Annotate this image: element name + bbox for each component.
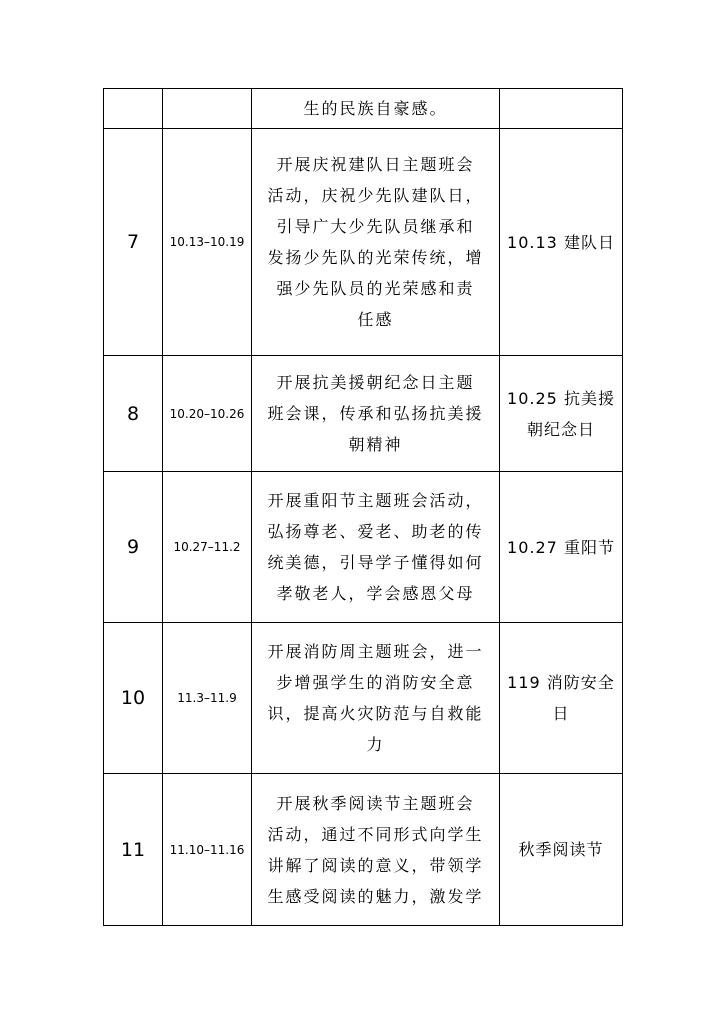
content-line: 弘扬尊老、爱老、助老的传 — [267, 522, 484, 541]
table-row — [104, 623, 623, 774]
content-line: 识，提高火灾防范与自救能 — [267, 704, 484, 723]
content-line: 生的民族自豪感。 — [303, 99, 448, 118]
event-line: 朝纪念日 — [526, 419, 595, 439]
content-line: 步增强学生的消防安全意 — [276, 673, 475, 692]
content-line: 讲解了阅读的意义，带领学 — [267, 855, 484, 875]
content-line: 开展秋季阅读节主题班会 — [276, 793, 475, 813]
week-number-cell: 9 — [104, 472, 163, 623]
date-range-cell: 10.20–10.26 — [163, 356, 252, 472]
date-range-cell — [163, 89, 252, 129]
content-line: 班会课，传承和弘扬抗美援 — [267, 404, 484, 423]
date-range-cell: 11.3–11.9 — [163, 623, 252, 774]
event-line: 10.27 重阳节 — [507, 537, 615, 557]
content-line: 开展庆祝建队日主题班会 — [276, 155, 475, 174]
week-number-cell: 10 — [104, 623, 163, 774]
activity-content-cell — [252, 623, 500, 774]
event-cell — [500, 472, 623, 623]
activity-content-cell — [252, 774, 500, 926]
event-cell — [500, 356, 623, 472]
date-range-cell: 10.13–10.19 — [163, 129, 252, 356]
activity-content-cell — [252, 89, 500, 129]
content-line: 活动，通过不同形式向学生 — [267, 824, 484, 844]
week-number-cell: 8 — [104, 356, 163, 472]
table-row-continuation — [104, 89, 623, 129]
content-line: 任感 — [357, 310, 394, 329]
table-row — [104, 129, 623, 356]
event-cell — [500, 129, 623, 356]
content-line: 发扬少先队的光荣传统，增 — [267, 248, 484, 267]
event-line: 10.25 抗美援 — [507, 388, 615, 408]
content-line: 孝敬老人，学会感恩父母 — [276, 584, 475, 603]
week-number-cell: 11 — [104, 774, 163, 926]
content-line: 引导广大少先队员继承和 — [276, 217, 475, 236]
content-line: 强少先队员的光荣感和责 — [276, 279, 475, 298]
event-line: 日 — [552, 704, 570, 723]
event-cell — [500, 623, 623, 774]
content-line: 力 — [366, 735, 385, 754]
activity-content-cell — [252, 472, 500, 623]
table-row — [104, 472, 623, 623]
content-line: 活动，庆祝少先队建队日， — [267, 186, 484, 205]
activity-content-cell — [252, 356, 500, 472]
content-line: 开展消防周主题班会，进一 — [267, 642, 484, 661]
table-row — [104, 356, 623, 472]
content-line: 开展抗美援朝纪念日主题 — [276, 373, 475, 392]
activity-content-cell — [252, 129, 500, 356]
week-number-cell — [104, 89, 163, 129]
event-line: 119 消防安全 — [507, 673, 615, 692]
event-line: 10.13 建队日 — [507, 232, 615, 252]
content-line: 统美德，引导学子懂得如何 — [267, 553, 484, 572]
date-range-cell: 10.27–11.2 — [163, 472, 252, 623]
table-row — [104, 774, 623, 926]
event-cell — [500, 89, 623, 129]
date-range-cell: 11.10–11.16 — [163, 774, 252, 926]
activity-schedule-table — [103, 88, 623, 926]
content-line: 朝精神 — [348, 435, 403, 454]
content-line: 生感受阅读的魅力，激发学 — [267, 886, 484, 906]
week-number-cell: 7 — [104, 129, 163, 356]
event-cell — [500, 774, 623, 926]
content-line: 开展重阳节主题班会活动， — [267, 491, 484, 510]
event-line: 秋季阅读节 — [518, 840, 604, 859]
